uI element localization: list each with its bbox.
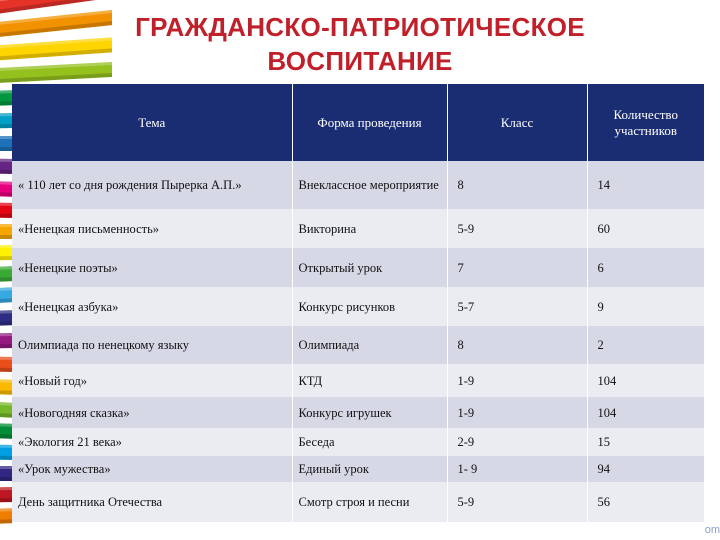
cell-grade: 7 xyxy=(447,248,587,287)
cell-topic: День защитника Отечества xyxy=(12,482,292,522)
title-line-1: ГРАЖДАНСКО-ПАТРИОТИЧЕСКОЕ xyxy=(135,12,585,42)
cell-topic: «Ненецкая письменность» xyxy=(12,209,292,248)
cell-participants: 60 xyxy=(587,209,704,248)
cell-grade: 8 xyxy=(447,161,587,209)
table-row xyxy=(12,364,704,397)
cell-topic: « 110 лет со дня рождения Пырерка А.П.» xyxy=(12,161,292,209)
cell-grade: 5-9 xyxy=(447,482,587,522)
cell-topic: «Ненецкая азбука» xyxy=(12,287,292,326)
cell-form: Открытый урок xyxy=(292,248,447,287)
cell-participants: 14 xyxy=(587,161,704,209)
cell-grade: 5-7 xyxy=(447,287,587,326)
cell-grade: 1- 9 xyxy=(447,456,587,482)
cell-form: Единый урок xyxy=(292,456,447,482)
events-table-container xyxy=(12,84,704,540)
header-form: Форма проведения xyxy=(292,84,447,161)
table-row xyxy=(12,161,704,209)
cell-participants: 104 xyxy=(587,397,704,428)
table-row xyxy=(12,482,704,522)
cell-form: Конкурс рисунков xyxy=(292,287,447,326)
watermark-text: om xyxy=(704,524,720,536)
header-grade: Класс xyxy=(447,84,587,161)
header-participants: Количество участников xyxy=(587,84,704,161)
cell-topic: «Ненецкие поэты» xyxy=(12,248,292,287)
title-line-2: ВОСПИТАНИЕ xyxy=(267,46,453,76)
cell-topic: «Экология 21 века» xyxy=(12,428,292,456)
cell-participants: 94 xyxy=(587,456,704,482)
cell-form: КТД xyxy=(292,364,447,397)
cell-form: Смотр строя и песни xyxy=(292,482,447,522)
table-row xyxy=(12,397,704,428)
table-row xyxy=(12,209,704,248)
events-table xyxy=(12,84,704,522)
cell-participants: 15 xyxy=(587,428,704,456)
table-row xyxy=(12,248,704,287)
cell-form: Викторина xyxy=(292,209,447,248)
cell-topic: «Урок мужества» xyxy=(12,456,292,482)
cell-form: Конкурс игрушек xyxy=(292,397,447,428)
cell-grade: 5-9 xyxy=(447,209,587,248)
slide-title xyxy=(60,10,660,78)
table-row xyxy=(12,456,704,482)
cell-topic: Олимпиада по ненецкому языку xyxy=(12,326,292,364)
cell-participants: 56 xyxy=(587,482,704,522)
cell-form: Беседа xyxy=(292,428,447,456)
cell-participants: 104 xyxy=(587,364,704,397)
table-row xyxy=(12,287,704,326)
cell-grade: 1-9 xyxy=(447,397,587,428)
cell-topic: «Новый год» xyxy=(12,364,292,397)
cell-grade: 8 xyxy=(447,326,587,364)
cell-participants: 9 xyxy=(587,287,704,326)
table-header-row xyxy=(12,84,704,161)
cell-grade: 2-9 xyxy=(447,428,587,456)
cell-grade: 1-9 xyxy=(447,364,587,397)
cell-form: Олимпиада xyxy=(292,326,447,364)
cell-participants: 6 xyxy=(587,248,704,287)
cell-topic: «Новогодняя сказка» xyxy=(12,397,292,428)
cell-form: Внеклассное мероприятие xyxy=(292,161,447,209)
cell-participants: 2 xyxy=(587,326,704,364)
header-topic: Тема xyxy=(12,84,292,161)
table-row xyxy=(12,326,704,364)
table-row xyxy=(12,428,704,456)
